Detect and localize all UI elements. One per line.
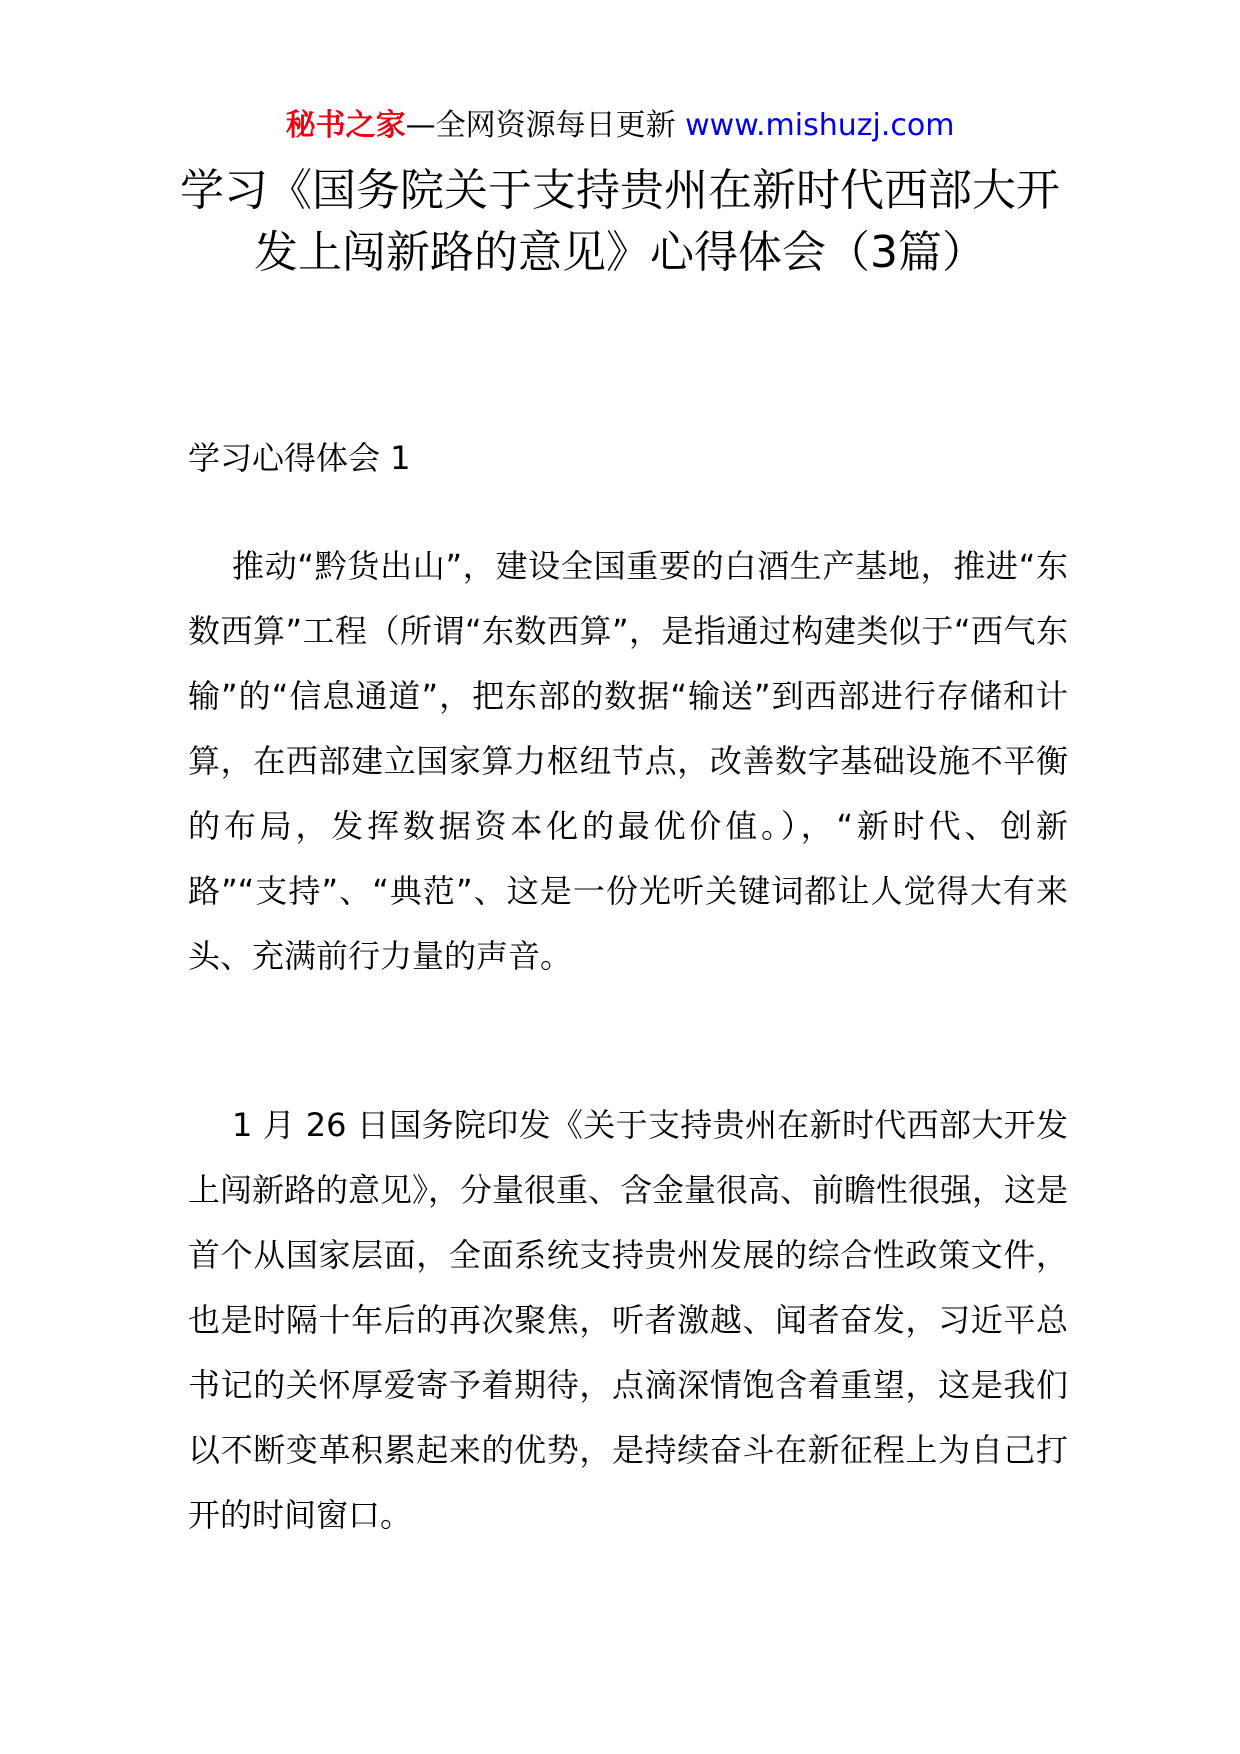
brand-name: 秘书之家 [285,108,406,143]
site-tagline: —全网资源每日更新 [405,108,676,143]
section-heading: 学习心得体会 1 [188,439,411,477]
site-header [0,104,1240,148]
body-paragraph: 推动“黔货出山”，建设全国重要的白酒生产基地，推进“东数西算”工程（所谓“东数西算”，是指通过构建类似于“西气东输”的“信息通道”，把东部的数据“输送”到西部进行存储和计算，在西部建立国家算力枢纽节点，改善数字基础设施不平衡的布局，发挥数据资本化的最优价值。），“新时代、创新路”“支持”、“典范”、这是一份光听关键词都让人觉得大有来头、充满前行力量的声音。 [188,547,1068,975]
site-url-link[interactable]: www.mishuzj.com [685,108,955,143]
document-title: 学习《国务院关于支持贵州在新时代西部大开发上闯新路的意见》心得体会（3篇） [180,165,1060,278]
body-paragraph: 1 月 26 日国务院印发《关于支持贵州在新时代西部大开发上闯新路的意见》，分量很重、含金量很高、前瞻性很强，这是首个从国家层面，全面系统支持贵州发展的综合性政策文件，也是时隔十年后的再次聚焦，听者激越、闻者奋发，习近平总书记的关怀厚爱寄予着期待，点滴深情饱含着重望，这是我们以不断变革积累起来的优势，是持续奋斗在新征程上为自己打开的时间窗口。 [188,1106,1069,1534]
